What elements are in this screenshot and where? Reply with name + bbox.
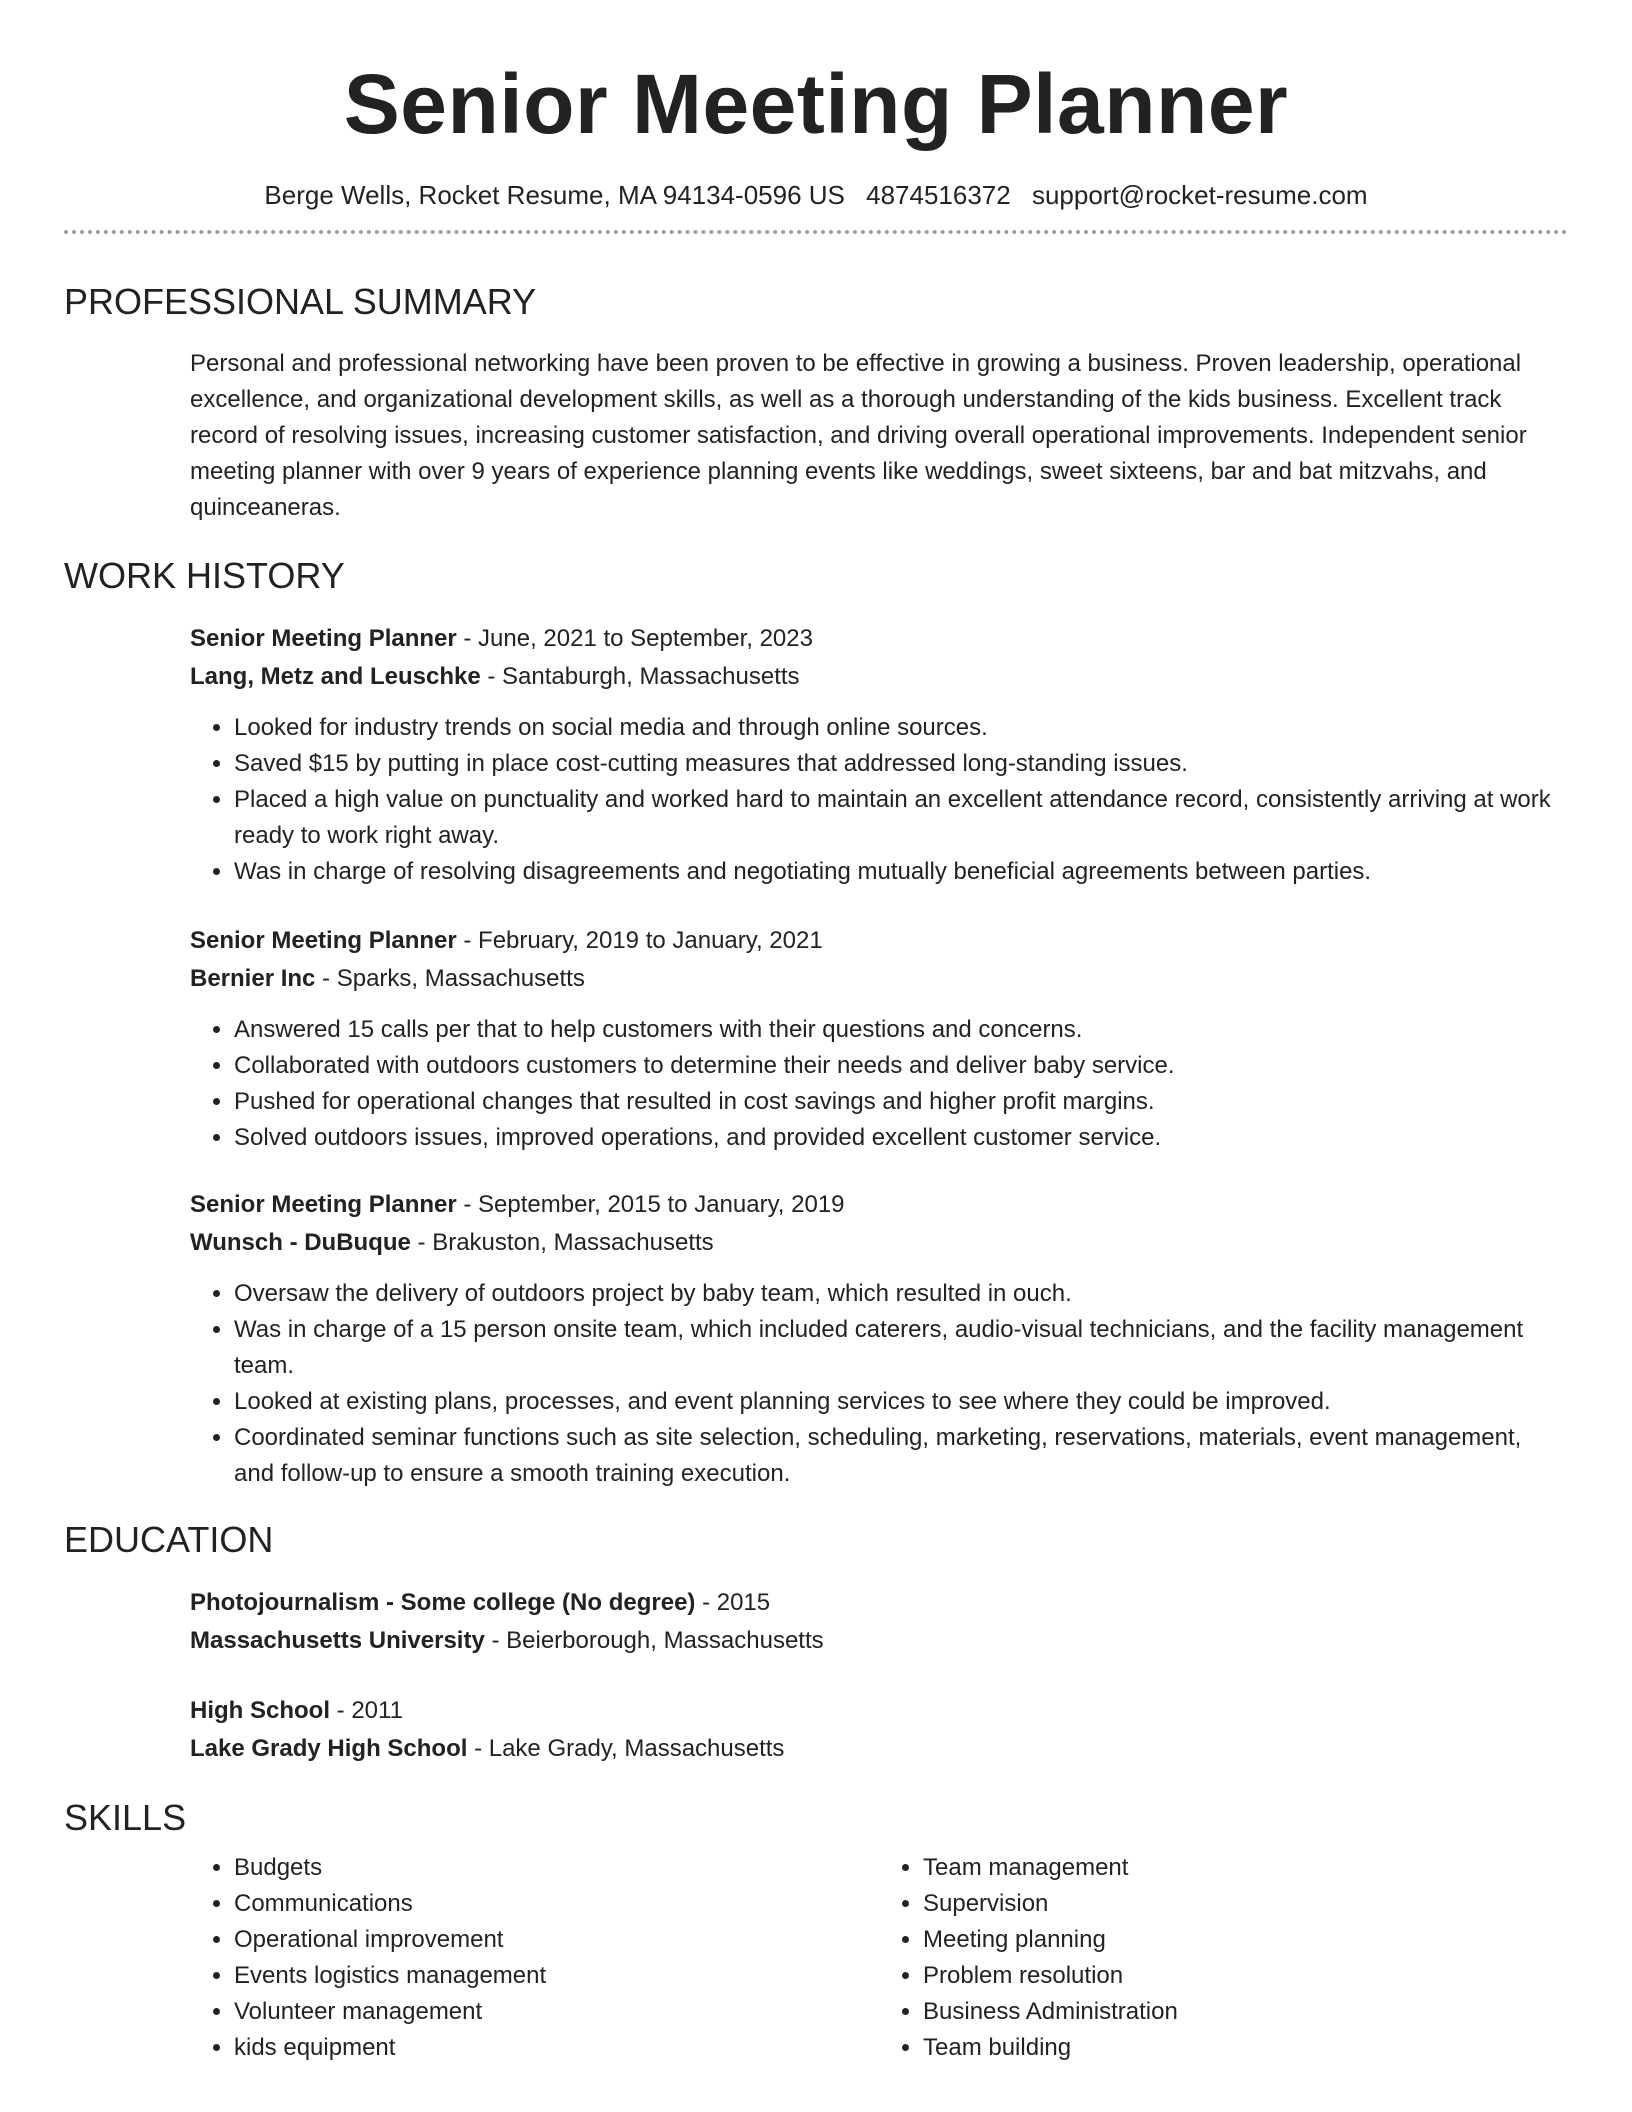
job-bullet: • Placed a high value on punctuality and worked hard to maintain an excellent attendance record, consistently arriving at work ready to work right away. bbox=[234, 782, 1568, 854]
job-title-line bbox=[190, 620, 1568, 658]
job-dates: - September, 2015 to January, 2019 bbox=[456, 1191, 845, 1218]
job-company-line bbox=[190, 1224, 1568, 1262]
skill-item: • Problem resolution bbox=[923, 1958, 1568, 1994]
contact-line bbox=[64, 178, 1568, 212]
job-company-line bbox=[190, 960, 1568, 998]
summary-heading: PROFESSIONAL SUMMARY bbox=[64, 281, 537, 322]
job-bullets bbox=[190, 710, 1568, 890]
education-heading: EDUCATION bbox=[64, 1519, 274, 1560]
job-bullet: • Answered 15 calls per that to help customers with their questions and concerns. bbox=[234, 1012, 1568, 1048]
education-year: - 2011 bbox=[330, 1697, 403, 1724]
resume-page bbox=[64, 0, 1568, 2066]
education-degree-line bbox=[190, 1692, 1568, 1730]
job-company: Bernier Inc bbox=[190, 965, 316, 992]
skill-item: • Events logistics management bbox=[234, 1958, 879, 1994]
resume-title: Senior Meeting Planner bbox=[343, 57, 1289, 151]
job-bullet: • Oversaw the delivery of outdoors project by baby team, which resulted in ouch. bbox=[234, 1276, 1568, 1312]
job-bullet: • Looked for industry trends on social media and through online sources. bbox=[234, 710, 1568, 746]
skill-item: • kids equipment bbox=[234, 2030, 879, 2066]
skills-column-left bbox=[190, 1850, 879, 2066]
job-bullet: • Collaborated with outdoors customers to determine their needs and deliver baby service. bbox=[234, 1048, 1568, 1084]
skill-item: • Supervision bbox=[923, 1886, 1568, 1922]
skills-column-right bbox=[879, 1850, 1568, 2066]
skill-item: • Budgets bbox=[234, 1850, 879, 1886]
education-location: - Lake Grady, Massachusetts bbox=[467, 1735, 785, 1762]
job-company: Lang, Metz and Leuschke bbox=[190, 663, 481, 690]
job-bullets bbox=[190, 1012, 1568, 1156]
job-dates: - June, 2021 to September, 2023 bbox=[456, 625, 813, 652]
job-entry bbox=[190, 922, 1568, 1156]
job-bullet: • Looked at existing plans, processes, and event planning services to see where they could be improved. bbox=[234, 1384, 1568, 1420]
education-degree: Photojournalism - Some college (No degree) bbox=[190, 1589, 696, 1616]
education-location: - Beierborough, Massachusetts bbox=[484, 1627, 824, 1654]
job-title: Senior Meeting Planner bbox=[190, 1191, 457, 1218]
job-bullet: • Was in charge of resolving disagreements and negotiating mutually beneficial agreements between parties. bbox=[234, 854, 1568, 890]
job-bullet: • Coordinated seminar functions such as site selection, scheduling, marketing, reservations, materials, event management, and follow-up to ensure a smooth training execution. bbox=[234, 1420, 1568, 1492]
skill-item: • Operational improvement bbox=[234, 1922, 879, 1958]
job-company: Wunsch - DuBuque bbox=[190, 1229, 411, 1256]
education-entry bbox=[190, 1584, 1568, 1660]
contact-phone: 4874516372 bbox=[866, 180, 1011, 210]
job-location: - Brakuston, Massachusetts bbox=[410, 1229, 714, 1256]
contact-email: support@rocket-resume.com bbox=[1031, 180, 1368, 210]
education-entry bbox=[190, 1692, 1568, 1768]
job-title-line bbox=[190, 1186, 1568, 1224]
skill-item: • Meeting planning bbox=[923, 1922, 1568, 1958]
job-company-line bbox=[190, 658, 1568, 696]
work-history-heading: WORK HISTORY bbox=[64, 555, 345, 596]
education-school: Massachusetts University bbox=[190, 1627, 485, 1654]
skill-item: • Volunteer management bbox=[234, 1994, 879, 2030]
job-bullet: • Saved $15 by putting in place cost-cutting measures that addressed long-standing issues. bbox=[234, 746, 1568, 782]
job-bullet: • Solved outdoors issues, improved operations, and provided excellent customer service. bbox=[234, 1120, 1568, 1156]
job-bullet: • Pushed for operational changes that resulted in cost savings and higher profit margins. bbox=[234, 1084, 1568, 1120]
education-school-line bbox=[190, 1730, 1568, 1768]
job-location: - Santaburgh, Massachusetts bbox=[480, 663, 800, 690]
skills-heading: SKILLS bbox=[64, 1797, 187, 1838]
job-title: Senior Meeting Planner bbox=[190, 927, 457, 954]
education-school-line bbox=[190, 1622, 1568, 1660]
education-year: - 2015 bbox=[695, 1589, 771, 1616]
job-entry bbox=[190, 620, 1568, 890]
skill-item: • Team management bbox=[923, 1850, 1568, 1886]
education-degree: High School bbox=[190, 1697, 330, 1724]
education-degree-line bbox=[190, 1584, 1568, 1622]
job-location: - Sparks, Massachusetts bbox=[315, 965, 585, 992]
job-entry bbox=[190, 1186, 1568, 1492]
summary-text: Personal and professional networking have been proven to be effective in growing a business. Proven leadership, operational excellence, and organizational development skills, as well as a thorough understanding of the kids business. Excellent track record of resolving issues, increasing customer satisfaction, and driving overall operational improvements. Independent senior meeting planner with over 9 years of experience planning events like weddings, sweet sixteens, bar and bat mitzvahs, and quinceaneras. bbox=[190, 350, 1527, 521]
skill-item: • Communications bbox=[234, 1886, 879, 1922]
job-title: Senior Meeting Planner bbox=[190, 625, 457, 652]
job-bullets bbox=[190, 1276, 1568, 1492]
job-title-line bbox=[190, 922, 1568, 960]
header-divider bbox=[64, 230, 1568, 234]
skills-list bbox=[190, 1850, 1568, 2066]
job-dates: - February, 2019 to January, 2021 bbox=[456, 927, 823, 954]
education-school: Lake Grady High School bbox=[190, 1735, 468, 1762]
job-bullet: • Was in charge of a 15 person onsite team, which included caterers, audio-visual technicians, and the facility management team. bbox=[234, 1312, 1568, 1384]
skill-item: • Team building bbox=[923, 2030, 1568, 2066]
contact-address: Berge Wells, Rocket Resume, MA 94134-0596 US bbox=[264, 180, 845, 210]
skill-item: • Business Administration bbox=[923, 1994, 1568, 2030]
